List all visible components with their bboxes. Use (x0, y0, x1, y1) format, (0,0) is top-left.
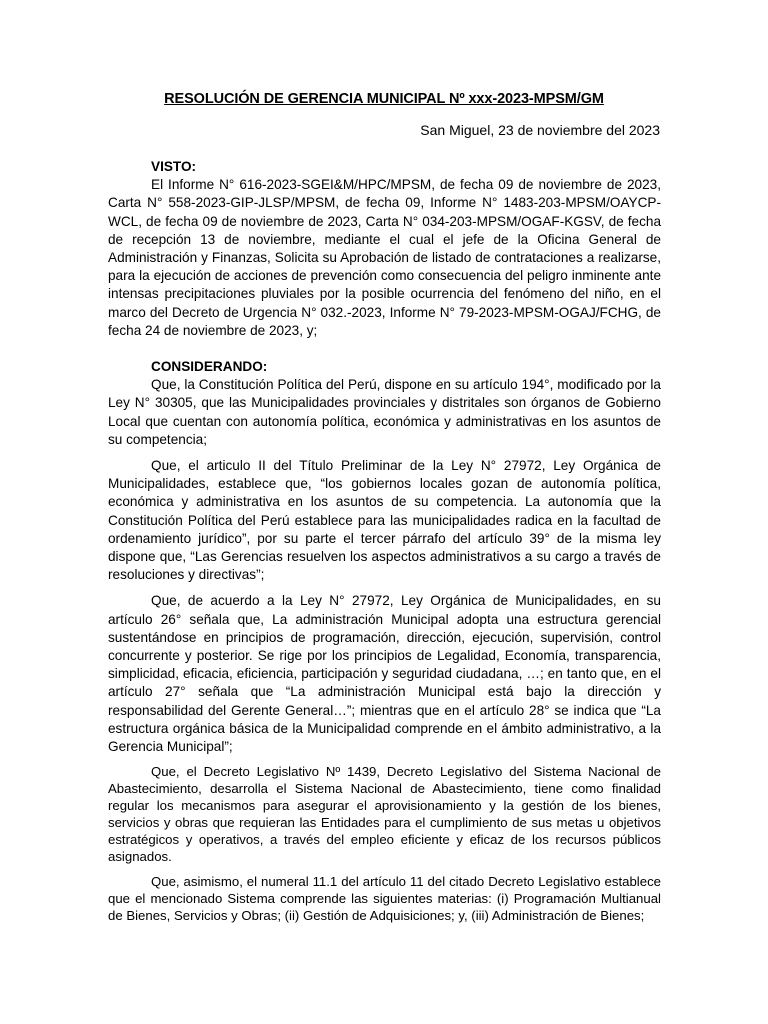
visto-paragraph: El Informe N° 616-2023-SGEI&M/HPC/MPSM, de fecha 09 de noviembre de 2023, Carta N° 558-2023-GIP-JLSP/MPSM, de fecha 09, Informe N° 1483-203-MPSM/OAYCP-WCL, de fecha 09 de noviembre de 2023, Carta N° 034-203-MPSM/OGAF-KGSV, de fecha de recepción 13 de noviembre, mediante el cual el jefe de la Oficina General de Administración y Finanzas, Solicita su Aprobación de listado de contrataciones a realizarse, para la ejecución de acciones de prevención como consecuencia del peligro inminente ante intensas precipitaciones pluviales por la posible ocurrencia del fenómeno del niño, en el marco del Decreto de Urgencia N° 032.-2023, Informe N° 79-2023-MPSM-OGAJ/FCHG, de fecha 24 de noviembre de 2023, y; (108, 177, 661, 338)
considerando-paragraph: Que, el articulo II del Título Preliminar de la Ley N° 27972, Ley Orgánica de Municipalidades, establece que, “los gobiernos locales gozan de autonomía política, económica y administrativa en los asuntos de su competencia. La autonomía que la Constitución Política del Perú establece para las municipalidades radica en la facultad de ordenamiento jurídico”, por su parte el tercer párrafo del artículo 39° de la misma ley dispone que, “Las Gerencias resuelven los aspectos administrativos a su cargo a través de resoluciones y directivas”; (108, 458, 661, 583)
visto-heading: VISTO: (151, 159, 197, 174)
considerando-paragraph: Que, el Decreto Legislativo Nº 1439, Decreto Legislativo del Sistema Nacional de Abastecimiento, desarrolla el Sistema Nacional de Abastecimiento, tiene como finalidad regular los mecanismos para asegurar el aprovisionamiento y la gestión de los bienes, servicios y obras que requieran las Entidades para el cumplimiento de sus metas u objetivos estratégicos y operativos, a través del empleo eficiente y eficaz de los recursos públicos asignados. (108, 764, 661, 864)
resolution-title: RESOLUCIÓN DE GERENCIA MUNICIPAL Nº xxx-2023-MPSM/GM (164, 91, 604, 107)
date-line: San Miguel, 23 de noviembre del 2023 (420, 122, 660, 138)
considerando-paragraph: Que, la Constitución Política del Perú, dispone en su artículo 194°, modificado por la Ley N° 30305, que las Municipalidades provinciales y distritales son órganos de Gobierno Local que cuentan con autonomía política, económica y administrativas en los asuntos de su competencia; (108, 377, 661, 447)
considerando-heading: CONSIDERANDO: (151, 359, 268, 375)
considerando-paragraph: Que, de acuerdo a la Ley N° 27972, Ley Orgánica de Municipalidades, en su artículo 26° señala que, La administración Municipal adopta una estructura gerencial sustentándose en principios de programación, dirección, ejecución, supervisión, control concurrente y posterior. Se rige por los principios de Legalidad, Economía, transparencia, simplicidad, eficacia, eficiencia, participación y seguridad ciudadana, …; en tanto que, en el artículo 27° señala que “La administración Municipal está bajo la dirección y responsabilidad del Gerente General…”; mientras que en el artículo 28° se indica que “La estructura orgánica básica de la Municipalidad comprende en el ámbito administrativo, a la Gerencia Municipal”; (108, 593, 661, 755)
document-body (108, 158, 661, 924)
considerando-paragraph: Que, asimismo, el numeral 11.1 del artículo 11 del citado Decreto Legislativo establece que el mencionado Sistema comprende las siguientes materias: (i) Programación Multianual de Bienes, Servicios y Obras; (ii) Gestión de Adquisiciones; y, (iii) Administración de Bienes; (108, 873, 661, 923)
